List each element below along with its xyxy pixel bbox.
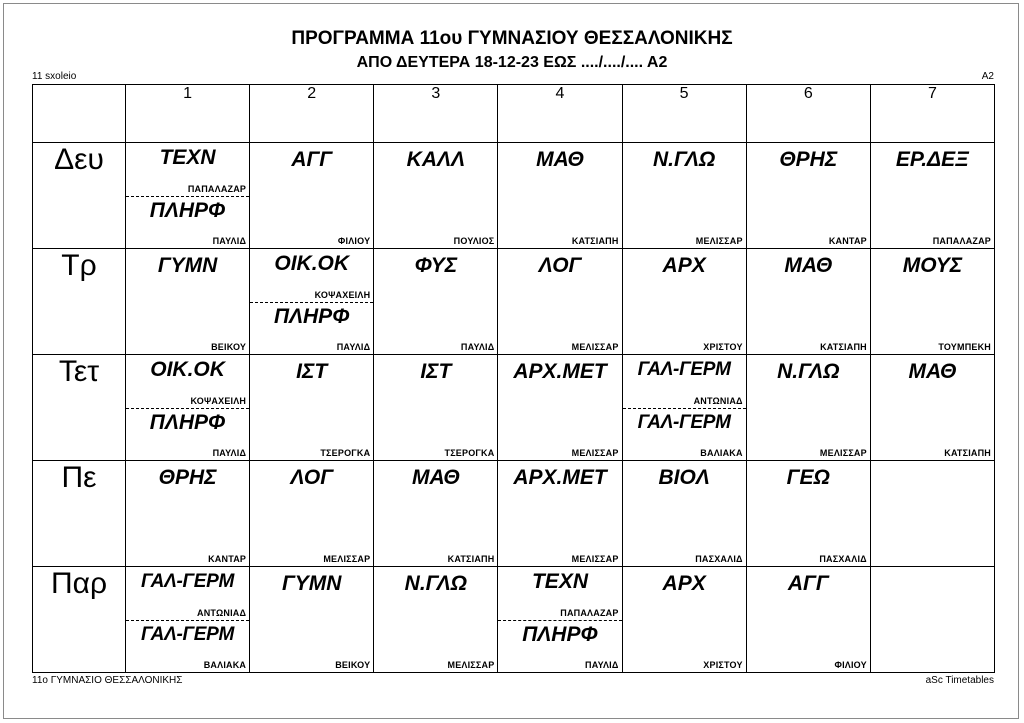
day-row xyxy=(33,461,995,567)
lesson-cell xyxy=(250,355,374,461)
lesson-cell xyxy=(622,143,746,249)
subject-name: ΦΥΣ xyxy=(414,254,458,277)
lesson xyxy=(871,249,994,354)
teacher-name: ΚΑΝΤΑΡ xyxy=(208,554,247,564)
subject-name: ΠΛΗΡΦ xyxy=(273,304,350,328)
lesson-group-b xyxy=(498,620,621,673)
teacher-name: ΚΑΤΣΙΑΠΗ xyxy=(571,236,619,246)
lesson xyxy=(250,143,373,248)
lesson xyxy=(126,355,249,460)
lesson xyxy=(374,567,497,672)
lesson-cell xyxy=(250,461,374,567)
subject-name: ΓΥΜΝ xyxy=(157,254,218,277)
timetable xyxy=(32,84,995,673)
subject-name: ΛΟΓ xyxy=(290,466,334,489)
day-label: Τρ xyxy=(33,249,126,355)
day-label: Τετ xyxy=(33,355,126,461)
lesson xyxy=(126,249,249,354)
day-row xyxy=(33,355,995,461)
subject-name: ΓΥΜΝ xyxy=(281,572,342,595)
lesson xyxy=(250,249,373,354)
empty-slot xyxy=(871,567,994,672)
lesson-cell xyxy=(622,355,746,461)
teacher-name: ΠΑΥΛΙΔ xyxy=(212,236,247,246)
teacher-name: ΠΑΥΛΙΔ xyxy=(212,448,247,458)
teacher-name: ΤΣΕΡΟΓΚΑ xyxy=(444,448,495,458)
day-row xyxy=(33,567,995,673)
subject-name: ΤΕΧΝ xyxy=(531,570,588,593)
teacher-name: ΤΟΥΜΠΕΚΗ xyxy=(938,342,991,352)
lesson xyxy=(498,567,621,672)
footer-credit: aSc Timetables xyxy=(925,675,994,686)
subject-name: ΑΡΧ xyxy=(662,254,706,277)
lesson-cell xyxy=(374,461,498,567)
lesson-cell xyxy=(498,461,622,567)
lesson-cell xyxy=(250,143,374,249)
subject-name: ΜΑΘ xyxy=(784,254,833,277)
lesson xyxy=(498,461,621,566)
teacher-name: ΧΡΙΣΤΟΥ xyxy=(703,660,743,670)
teacher-name: ΠΟΥΛΙΟΣ xyxy=(453,236,495,246)
period-header-4: 4 xyxy=(498,85,622,143)
subject-name: ΟΙΚ.ΟΚ xyxy=(150,358,225,381)
subject-name: ΚΑΛΛ xyxy=(406,148,466,171)
lesson xyxy=(871,143,994,248)
subject-name: ΟΙΚ.ΟΚ xyxy=(274,252,350,275)
lesson-cell xyxy=(622,567,746,673)
subject-name: ΓΕΩ xyxy=(786,466,830,489)
lesson-group-b xyxy=(623,408,746,461)
lesson-cell xyxy=(746,143,870,249)
lesson xyxy=(250,567,373,672)
lesson-cell xyxy=(870,249,994,355)
lesson-cell xyxy=(622,249,746,355)
lesson xyxy=(374,461,497,566)
lesson-cell xyxy=(498,143,622,249)
lesson-cell xyxy=(374,143,498,249)
lesson xyxy=(623,567,746,672)
lesson-group-a xyxy=(250,249,373,303)
day-row xyxy=(33,249,995,355)
class-tag: A2 xyxy=(981,71,994,82)
subject-name: ΑΡΧ xyxy=(662,572,706,595)
lesson xyxy=(374,143,497,248)
teacher-name: ΚΟΨΑΧΕΙΛΗ xyxy=(190,395,247,406)
page-subtitle: ΑΠΟ ΔΕΥΤΕΡΑ 18-12-23 ΕΩΣ ..../..../.... Α2 xyxy=(356,54,668,71)
subject-name: ΓΑΛ-ΓΕΡΜ xyxy=(141,623,235,645)
lesson-group-a xyxy=(498,567,621,621)
lesson-cell xyxy=(746,249,870,355)
teacher-name: ΜΕΛΙΣΣΑΡ xyxy=(819,448,867,458)
teacher-name: ΠΑΥΛΙΔ xyxy=(336,342,371,352)
subject-name: ΑΡΧ.ΜΕΤ xyxy=(513,466,607,489)
lesson xyxy=(374,355,497,460)
subject-name: ΑΓΓ xyxy=(291,148,333,171)
teacher-name: ΒΑΛΙΑΚΑ xyxy=(203,660,247,670)
teacher-name: ΠΑΥΛΙΔ xyxy=(585,660,619,670)
teacher-name: ΜΕΛΙΣΣΑΡ xyxy=(571,448,619,458)
teacher-name: ΒΑΛΙΑΚΑ xyxy=(700,448,743,458)
lesson xyxy=(623,143,746,248)
teacher-name: ΜΕΛΙΣΣΑΡ xyxy=(695,236,743,246)
subject-name: Ν.ΓΛΩ xyxy=(777,360,840,383)
lesson xyxy=(498,143,621,248)
lesson-cell xyxy=(870,461,994,567)
subject-name: ΠΛΗΡΦ xyxy=(522,622,598,646)
period-header-5: 5 xyxy=(622,85,746,143)
period-header-2: 2 xyxy=(250,85,374,143)
lesson xyxy=(126,567,249,672)
subject-name: ΛΟΓ xyxy=(538,254,582,277)
lesson-group-b xyxy=(126,196,249,249)
teacher-name: ΧΡΙΣΤΟΥ xyxy=(703,342,743,352)
lesson xyxy=(623,461,746,566)
lesson-cell xyxy=(126,461,250,567)
subject-name: ΜΑΘ xyxy=(908,360,957,383)
lesson xyxy=(747,567,870,672)
subject-name: Ν.ΓΛΩ xyxy=(652,148,716,171)
subject-name: ΘΡΗΣ xyxy=(158,466,217,489)
teacher-name: ΤΣΕΡΟΓΚΑ xyxy=(320,448,371,458)
corner-cell xyxy=(33,85,126,143)
lesson xyxy=(374,249,497,354)
teacher-name: ΒΕΙΚΟΥ xyxy=(211,342,247,352)
subject-name: ΕΡ.ΔΕΞ xyxy=(895,148,969,171)
lesson xyxy=(498,355,621,460)
lesson-group-a xyxy=(623,355,746,409)
teacher-name: ΠΑΣΧΑΛΙΔ xyxy=(819,554,867,564)
lesson-cell xyxy=(746,461,870,567)
school-tag: 11 sxoleio xyxy=(32,71,77,82)
footer-school: 11ο ΓΥΜΝΑΣΙΟ ΘΕΣΣΑΛΟΝΙΚΗΣ xyxy=(32,675,183,686)
lesson-cell xyxy=(126,249,250,355)
subject-name: ΑΓΓ xyxy=(787,572,829,595)
teacher-name: ΜΕΛΙΣΣΑΡ xyxy=(323,554,371,564)
teacher-name: ΚΑΤΣΙΑΠΗ xyxy=(820,342,867,352)
subject-name: Ν.ΓΛΩ xyxy=(404,572,468,595)
lesson xyxy=(250,355,373,460)
subject-name: ΠΛΗΡΦ xyxy=(149,198,226,222)
teacher-name: ΠΑΥΛΙΔ xyxy=(460,342,495,352)
day-row xyxy=(33,143,995,249)
subject-name: ΓΑΛ-ΓΕΡΜ xyxy=(637,359,731,380)
subject-name: ΜΑΘ xyxy=(411,466,460,489)
day-label: Παρ xyxy=(33,567,126,673)
teacher-name: ΦΙΛΙΟΥ xyxy=(834,660,867,670)
lesson-cell xyxy=(870,355,994,461)
lesson-cell xyxy=(870,143,994,249)
lesson xyxy=(623,249,746,354)
teacher-name: ΒΕΙΚΟΥ xyxy=(335,660,371,670)
lesson-group-b xyxy=(126,408,249,461)
subject-name: ΠΛΗΡΦ xyxy=(149,410,226,434)
lesson-cell xyxy=(498,249,622,355)
subject-name: ΤΕΧΝ xyxy=(159,146,216,169)
teacher-name: ΑΝΤΩΝΙΑΔ xyxy=(197,607,247,618)
teacher-name: ΑΝΤΩΝΙΑΔ xyxy=(693,395,743,406)
teacher-name: ΚΑΤΣΙΑΠΗ xyxy=(447,554,495,564)
day-label: Πε xyxy=(33,461,126,567)
lesson xyxy=(747,143,870,248)
period-header-1: 1 xyxy=(126,85,250,143)
lesson-cell xyxy=(126,355,250,461)
lesson xyxy=(747,249,870,354)
subject-name: ΓΑΛ-ΓΕΡΜ xyxy=(637,411,731,433)
period-header-6: 6 xyxy=(746,85,870,143)
lesson xyxy=(498,249,621,354)
subject-name: ΙΣΤ xyxy=(296,360,328,383)
lesson-cell xyxy=(126,567,250,673)
teacher-name: ΠΑΠΑΛΑΖΑΡ xyxy=(560,607,619,618)
lesson-group-b xyxy=(250,302,373,355)
lesson xyxy=(250,461,373,566)
teacher-name: ΠΑΠΑΛΑΖΑΡ xyxy=(932,236,991,246)
period-header-row xyxy=(33,85,995,143)
subject-name: ΑΡΧ.ΜΕΤ xyxy=(513,360,607,383)
period-header-7: 7 xyxy=(870,85,994,143)
lesson-cell xyxy=(498,355,622,461)
lesson-cell xyxy=(746,567,870,673)
subject-name: ΘΡΗΣ xyxy=(779,148,838,171)
teacher-name: ΜΕΛΙΣΣΑΡ xyxy=(571,342,619,352)
teacher-name: ΦΙΛΙΟΥ xyxy=(337,236,371,246)
teacher-name: ΚΑΤΣΙΑΠΗ xyxy=(944,448,991,458)
lesson xyxy=(747,461,870,566)
lesson-cell xyxy=(250,249,374,355)
teacher-name: ΚΟΨΑΧΕΙΛΗ xyxy=(314,289,371,300)
teacher-name: ΚΑΝΤΑΡ xyxy=(828,236,867,246)
teacher-name: ΠΑΣΧΑΛΙΔ xyxy=(695,554,743,564)
day-label: Δευ xyxy=(33,143,126,249)
subject-name: ΒΙΟΛ xyxy=(658,466,710,489)
teacher-name: ΜΕΛΙΣΣΑΡ xyxy=(447,660,495,670)
lesson-cell xyxy=(498,567,622,673)
subject-name: ΙΣΤ xyxy=(420,360,452,383)
lesson xyxy=(126,143,249,248)
lesson xyxy=(623,355,746,460)
lesson-group-a xyxy=(126,355,249,409)
lesson xyxy=(747,355,870,460)
teacher-name: ΜΕΛΙΣΣΑΡ xyxy=(571,554,619,564)
lesson-cell xyxy=(870,567,994,673)
subject-name: ΜΟΥΣ xyxy=(902,254,963,277)
empty-slot xyxy=(871,461,994,566)
lesson-cell xyxy=(126,143,250,249)
lesson-cell xyxy=(374,567,498,673)
lesson-group-b xyxy=(126,620,249,673)
page-title: ΠΡΟΓΡΑΜΜΑ 11ου ΓΥΜΝΑΣΙΟΥ ΘΕΣΣΑΛΟΝΙΚΗΣ xyxy=(291,28,733,49)
lesson-group-a xyxy=(126,567,249,621)
lesson-group-a xyxy=(126,143,249,197)
lesson-cell xyxy=(622,461,746,567)
lesson-cell xyxy=(746,355,870,461)
subject-name: ΓΑΛ-ΓΕΡΜ xyxy=(141,571,235,592)
lesson-cell xyxy=(374,249,498,355)
lesson-cell xyxy=(374,355,498,461)
teacher-name: ΠΑΠΑΛΑΖΑΡ xyxy=(187,183,247,194)
subject-name: ΜΑΘ xyxy=(536,148,584,171)
lesson xyxy=(871,355,994,460)
lesson xyxy=(126,461,249,566)
lesson-cell xyxy=(250,567,374,673)
period-header-3: 3 xyxy=(374,85,498,143)
